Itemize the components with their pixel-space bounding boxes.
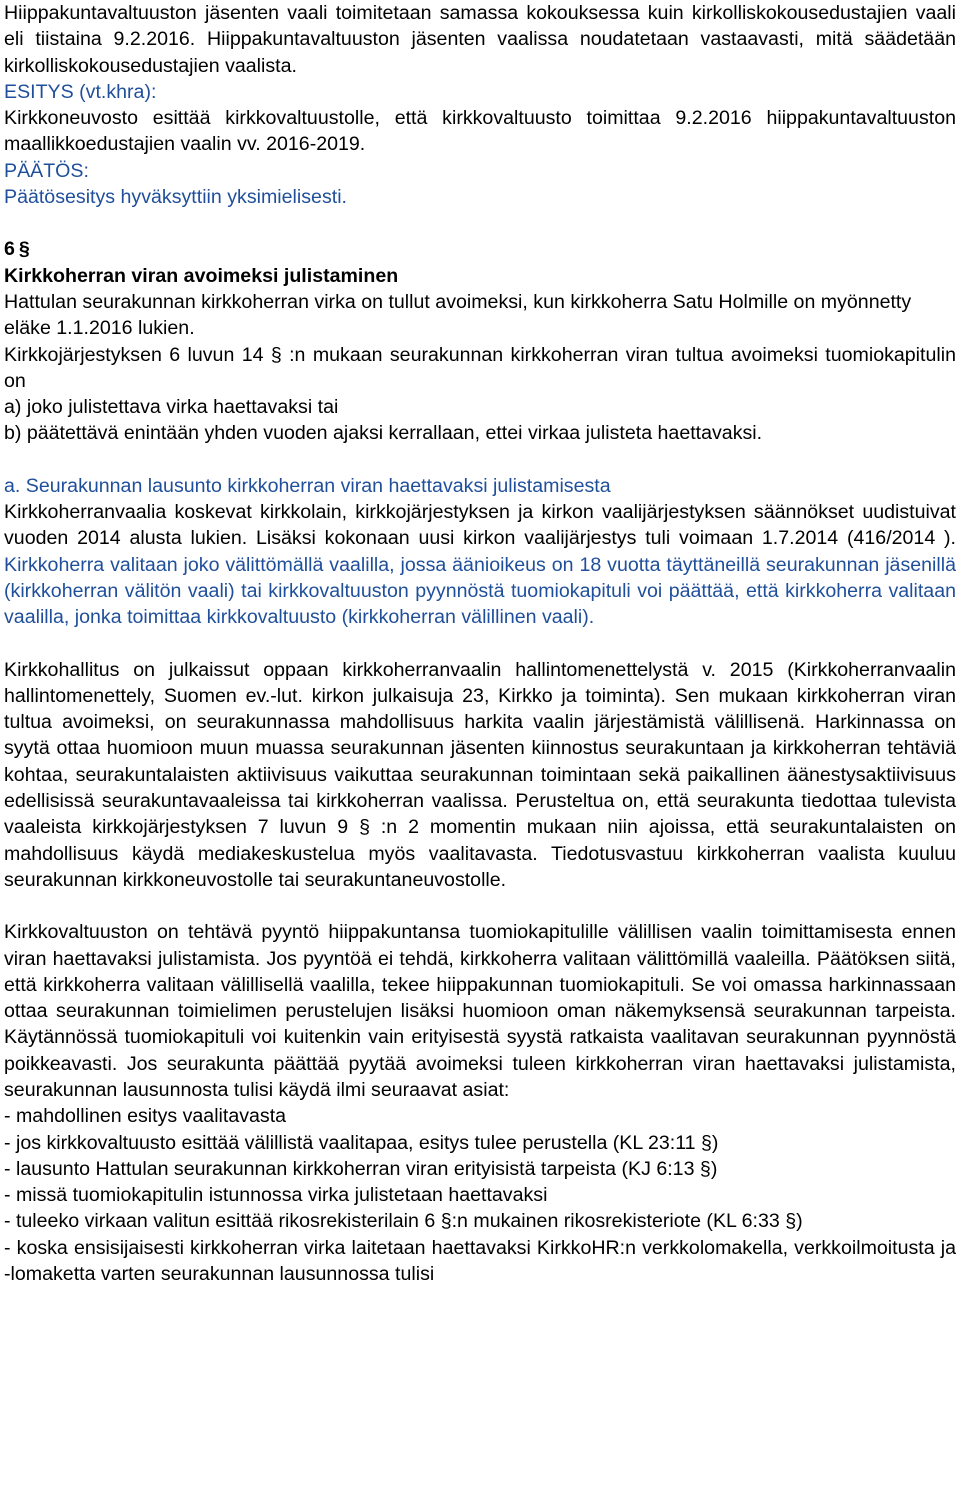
spacer xyxy=(4,447,956,473)
section-item-b: b) päätettävä enintään yhden vuoden ajaksi kerrallaan, ettei virkaa julisteta haettavaksi. xyxy=(4,422,763,445)
section-p3-black: Kirkkoherranvaalia koskevat kirkkolain, kirkkojärjestyksen ja kirkon vaalijärjestyksen säännökset uudistuivat vuoden 2014 alusta lukien. Lisäksi kokonaan uusi kirkon vaalijärjestys tuli voimaan 1.7.2014 (416/2014 ). xyxy=(4,501,956,550)
sub-a-heading: a. Seurakunnan lausunto kirkkoherran viran haettavaksi julistamisesta xyxy=(4,474,611,497)
intro-paragraph: Hiippakuntavaltuuston jäsenten vaali toimitetaan samassa kokouksessa kuin kirkolliskokousedustajien vaali eli tiistaina 9.2.2016. Hiippakuntavaltuuston jäsenten vaalissa noudatetaan vastaavasti, mitä säädetään kirkolliskokousedustajien vaalista. xyxy=(4,2,956,77)
spacer xyxy=(4,893,956,919)
list-item: - koska ensisijaisesti kirkkoherran virka laitetaan haettavaksi KirkkoHR:n verkkolomakella, verkkoilmoitusta ja -lomaketta varten seurakunnan lausunnossa tulisi xyxy=(4,1236,956,1286)
paatos-label: PÄÄTÖS: xyxy=(4,159,89,182)
list-item: - lausunto Hattulan seurakunnan kirkkoherran viran erityisistä tarpeista (KJ 6:13 §) xyxy=(4,1157,718,1180)
list-item: - mahdollinen esitys vaalitavasta xyxy=(4,1105,287,1128)
list-item: - tuleeko virkaan valitun esittää rikosrekisterilain 6 §:n mukainen rikosrekisteriote (KL 6:33 §) xyxy=(4,1210,803,1233)
section-6 xyxy=(4,236,956,1287)
section-p3-blue: Kirkkoherra valitaan joko välittömällä vaalilla, jossa äänioikeus on 18 vuotta täyttäneillä seurakunnan jäsenillä (kirkkoherran välitön vaali) tai kirkkovaltuuston pyynnöstä tuomiokapituli voi päättää, että kirkkoherra valitaan vaalilla, jonka toimittaa kirkkovaltuusto (kirkkoherran välillinen vaali). xyxy=(4,553,956,629)
section-title: Kirkkoherran viran avoimeksi julistaminen xyxy=(4,264,399,287)
section-number-line xyxy=(4,236,956,262)
section-p2: Kirkkojärjestyksen 6 luvun 14 § :n mukaan seurakunnan kirkkoherran viran tultua avoimeksi tuomiokapitulin on xyxy=(4,343,956,392)
section-p3 xyxy=(4,499,956,630)
esitys-label: ESITYS (vt.khra): xyxy=(4,80,157,103)
block-intro xyxy=(4,0,956,210)
section-p1: Hattulan seurakunnan kirkkoherran virka on tullut avoimeksi, kun kirkkoherra Satu Holmille on myönnetty eläke 1.1.2016 lukien. xyxy=(4,290,912,340)
spacer xyxy=(4,631,956,657)
section-p5: Kirkkovaltuuston on tehtävä pyyntö hiippakuntansa tuomiokapitulille välillisen vaalin toimittamisesta ennen viran haettavaksi julistamista. Jos pyyntöä ei tehdä, kirkkoherra valitaan välittömillä vaaleilla. Päätöksen siitä, että kirkkoherra valitaan välillisellä vaalilla, tekee hiippakunnan tuomiokapituli. Se voi omassa harkinnassaan ottaa seurakunnan toimielimen perustelujen lisäksi huomioon oman näkemyksensä seurakunnan tarpeista. Käytännössä tuomiokapituli voi kuitenkin vain erityisestä syystä ratkaista vaalitavan seurakunnan pyynnöstä poikkeavasti. Jos seurakunta päättää pyytää avoimeksi tuleen kirkkoherran viran haettavaksi julistamista, seurakunnan lausunnosta tulisi käydä ilmi seuraavat asiat: xyxy=(4,921,956,1101)
section-mark: § xyxy=(18,238,30,261)
list-item: - missä tuomiokapitulin istunnossa virka julistetaan haettavaksi xyxy=(4,1184,548,1207)
paatos-text: Päätösesitys hyväksyttiin yksimielisesti. xyxy=(4,186,347,209)
esitys-text: Kirkkoneuvosto esittää kirkkovaltuustolle, että kirkkovaltuusto toimittaa 9.2.2016 hiippakuntavaltuuston maallikkoedustajien vaalin vv. 2016-2019. xyxy=(4,107,956,156)
section-p4: Kirkkohallitus on julkaissut oppaan kirkkoherranvaalin hallintomenettelystä v. 2015 (Kirkkoherranvaalin hallintomenettely, Suomen ev.-lut. kirkon julkaisuja 23, Kirkko ja toiminta). Sen mukaan kirkkoherran viran tultua avoimeksi, on seurakunnassa mahdollisuus harkita vaalin järjestämistä välillisenä. Harkinnassa on syytä ottaa huomioon muun muassa seurakunnan jäsenten kiinnostus seurakuntaan ja kirkkoherran tehtäviä kohtaa, seurakuntalaisten aktiivisuus vaikuttaa seurakunnan toimintaan sekä paikallinen äänestysaktiivisuus edellisissä seurakuntavaaleissa tai kirkkoherran vaalissa. Perusteltua on, että seurakunta tiedottaa tulevista vaaleista kirkkojärjestyksen 7 luvun 9 § :n 2 momentin mukaan niin ajoissa, että seurakuntalaisten on mahdollisuus käydä mediakeskustelua myös vaalitavasta. Tiedotusvastuu kirkkoherran vaalista kuuluu seurakunnan kirkkoneuvostolle tai seurakuntaneuvostolle. xyxy=(4,658,956,891)
list-item: - jos kirkkovaltuusto esittää välillistä vaalitapaa, esitys tulee perustella (KL 23:11 §) xyxy=(4,1131,719,1154)
section-number: 6 xyxy=(4,238,15,261)
spacer xyxy=(4,210,956,236)
section-item-a: a) joko julistettava virka haettavaksi tai xyxy=(4,396,339,419)
